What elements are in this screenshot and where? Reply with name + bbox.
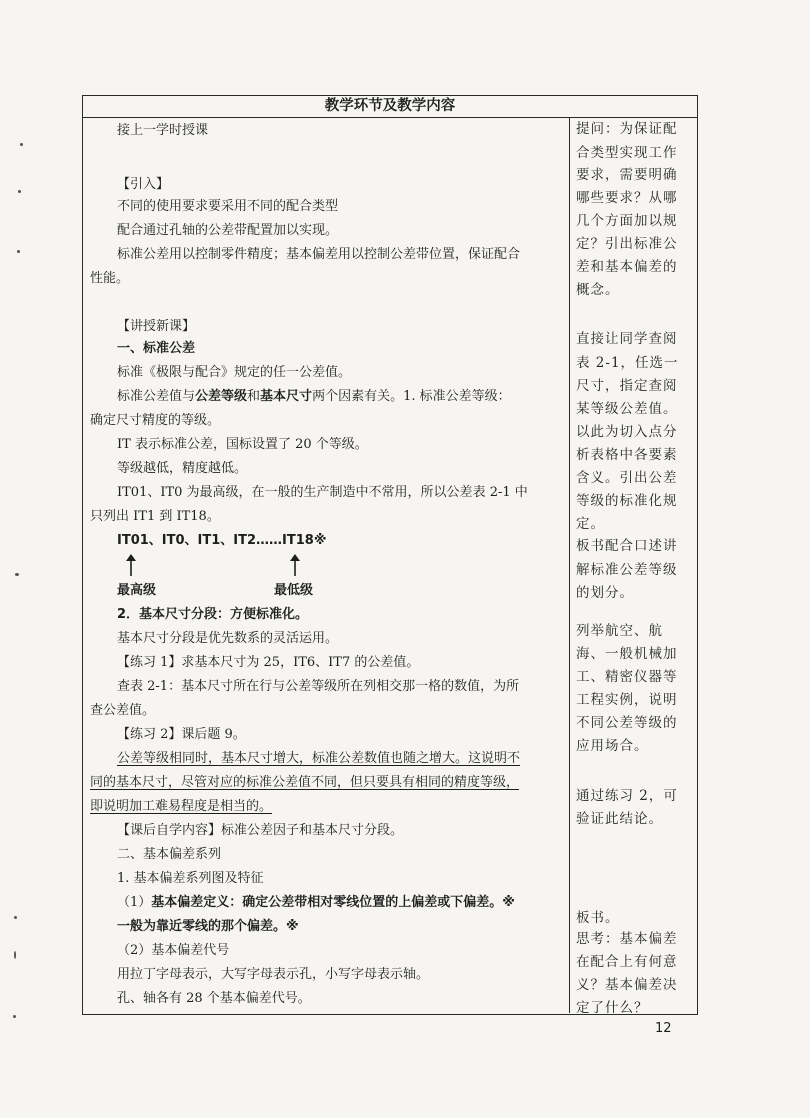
scan-speck [20, 143, 23, 146]
page-number: 12 [655, 1021, 672, 1036]
heading-standard-tolerance: 一、标准公差 [117, 341, 196, 356]
arrow-up-icon [125, 554, 137, 576]
p2-bold-grade: 公差等级 [195, 389, 248, 404]
paragraph-2-line-2: 确定尺寸精度的等级。 [90, 413, 221, 428]
deviation-code-count: 孔、轴各有 28 个基本偏差代号。 [117, 991, 311, 1006]
lead-in-line-4: 性能。 [90, 271, 130, 286]
intro-line: 接上一学时授课 [117, 123, 209, 138]
scan-speck [15, 573, 19, 576]
exercise-1: 【练习 1】求基本尺寸为 25，IT6、IT7 的公差值。 [117, 655, 420, 670]
note-4-line: 应用场合。 [576, 738, 649, 754]
lead-in-line-3: 标准公差用以控制零件精度；基本偏差用以控制公差带位置，保证配合 [117, 247, 521, 262]
deviation-definition-line-1 [90, 894, 515, 912]
note-2-line: 直接让同学查阅 [576, 331, 678, 347]
note-3-line: 解标准公差等级 [576, 562, 678, 578]
teaching-content-cell [83, 118, 569, 1013]
heading-size-segments: 2．基本尺寸分段：方便标准化。 [117, 607, 309, 622]
note-4-line: 工程实例，说明 [576, 692, 678, 708]
conclusion-line-3: 即说明加工难易程度是相当的。 [90, 799, 273, 814]
deviation-definition-line-2: 一般为靠近零线的那个偏差。※ [117, 919, 299, 934]
lead-in-title: 【引入】 [117, 177, 170, 192]
note-4-line: 不同公差等级的 [576, 715, 678, 731]
paragraph-5-line-2: 只列出 IT1 到 IT18。 [90, 509, 220, 524]
teaching-notes-cell [571, 118, 697, 1016]
note-6-line: 板书。 [576, 910, 620, 926]
table-header: 教学环节及教学内容 [83, 96, 697, 118]
lead-in-line-2: 配合通过孔轴的公差带配置加以实现。 [117, 223, 339, 238]
scan-speck [18, 190, 21, 193]
conclusion-line-1: 公差等级相同时，基本尺寸增大，标准公差数值也随之增大。这说明不 [117, 751, 521, 766]
note-2-line: 以此为切入点分 [576, 424, 678, 440]
note-2-line: 定。 [576, 516, 605, 532]
note-6-line: 定了什么？ [576, 1000, 649, 1016]
note-1-line: 合类型实现工作 [576, 145, 678, 161]
note-6-line: 在配合上有何意 [576, 954, 678, 970]
paragraph-7-line-1: 查表 2-1：基本尺寸所在行与公差等级所在列相交那一格的数值，为所 [117, 679, 520, 694]
note-3-line: 板书配合口述讲 [576, 538, 678, 554]
scan-speck [14, 951, 16, 959]
deviation-code-text: 用拉丁字母表示，大写字母表示孔，小写字母表示轴。 [117, 967, 430, 982]
subheading-deviation-chart: 1. 基本偏差系列图及特征 [117, 871, 264, 886]
paragraph-6: 基本尺寸分段是优先数系的灵活运用。 [117, 631, 339, 646]
exercise-2: 【练习 2】课后题 9。 [117, 727, 246, 742]
note-4-line: 海、一般机械加 [576, 646, 678, 662]
lesson-table [82, 95, 698, 1015]
note-1-line: 哪些要求？从哪 [576, 190, 678, 206]
p2-text-b: 两个因素有关。1. 标准公差等级： [312, 389, 511, 404]
note-4-line: 列举航空、航 [576, 623, 663, 639]
note-1-line: 几个方面加以规 [576, 213, 678, 229]
note-5-line: 通过练习 2，可 [576, 788, 678, 804]
lead-in-line-1: 不同的使用要求要采用不同的配合类型 [117, 199, 339, 214]
note-2-line: 表 2-1，任选一 [576, 355, 679, 371]
definition-number: （1） [117, 895, 152, 910]
note-1-line: 差和基本偏差的 [576, 259, 678, 275]
new-lesson-title: 【讲授新课】 [117, 319, 196, 334]
note-5-line: 验证此结论。 [576, 811, 663, 827]
note-1-line: 提问：为保证配 [576, 121, 678, 137]
note-2-line: 尺寸，指定查阅 [576, 378, 678, 394]
note-2-line: 析表格中各要素 [576, 447, 678, 463]
paragraph-5-line-1: IT01、IT0 为最高级，在一般的生产制造中不常用，所以公差表 2-1 中 [117, 485, 528, 500]
note-3-line: 的划分。 [576, 585, 634, 601]
note-2-line: 某等级公差值。 [576, 401, 678, 417]
self-study: 【课后自学内容】标准公差因子和基本尺寸分段。 [117, 823, 404, 838]
heading-basic-deviation: 二、基本偏差系列 [117, 847, 222, 862]
note-1-line: 要求，需要明确 [576, 167, 678, 183]
scan-speck [13, 1015, 16, 1018]
paragraph-4: 等级越低，精度越低。 [117, 461, 248, 476]
paragraph-7-line-2: 查公差值。 [90, 703, 156, 718]
p2-text-a: 标准公差值与 [117, 389, 196, 404]
paragraph-3: IT 表示标准公差，国标设置了 20 个等级。 [117, 437, 368, 452]
note-6-line: 义？基本偏差决 [576, 977, 678, 993]
p2-bold-size: 基本尺寸 [260, 389, 313, 404]
conclusion-line-2: 同的基本尺寸，尽管对应的标准公差值不同，但只要具有相同的精度等级， [90, 775, 520, 790]
paragraph-1: 标准《极限与配合》规定的任一公差值。 [117, 365, 352, 380]
note-2-line: 等级的标准化规 [576, 493, 678, 509]
label-highest-grade: 最高级 [117, 583, 157, 598]
note-6-line: 思考：基本偏差 [576, 931, 678, 947]
note-4-line: 工、精密仪器等 [576, 669, 678, 685]
column-divider [569, 118, 570, 1013]
scan-speck [17, 250, 20, 253]
paragraph-2-line-1 [90, 388, 511, 406]
label-lowest-grade: 最低级 [274, 583, 314, 598]
deviation-code-heading: （2）基本偏差代号 [117, 943, 230, 958]
arrow-up-icon [289, 554, 301, 576]
grades-row: IT01、IT0、IT1、IT2……IT18※ [117, 533, 327, 548]
note-2-line: 含义。引出公差 [576, 470, 678, 486]
scan-speck [14, 916, 17, 919]
definition-text: 基本偏差定义：确定公差带相对零线位置的上偏差或下偏差。※ [151, 895, 515, 910]
note-1-line: 概念。 [576, 282, 620, 298]
note-1-line: 定？引出标准公 [576, 236, 678, 252]
p2-text-mid: 和 [247, 389, 261, 404]
